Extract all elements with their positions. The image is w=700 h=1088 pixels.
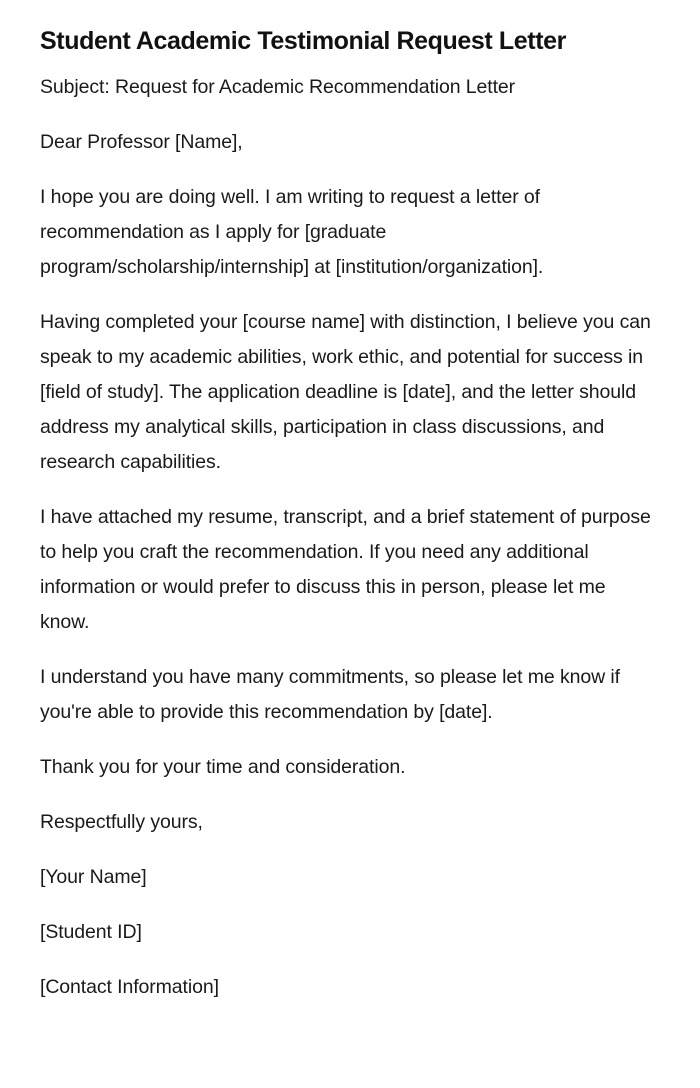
signature-contact: [Contact Information] (40, 976, 219, 998)
signature-name: [Your Name] (40, 866, 147, 888)
body-paragraph-qualifications: Having completed your [course name] with distinction, I believe you can speak to my academic abilities, work ethic, and potential for success in [field of study]. The application deadline is [date], and the letter should address my analytical skills, participation in class discussions, and research capabilities. (40, 311, 651, 473)
closing: Respectfully yours, (40, 811, 203, 833)
body-paragraph-thanks: Thank you for your time and consideration. (40, 756, 406, 778)
salutation: Dear Professor [Name], (40, 131, 243, 153)
signature-student-id: [Student ID] (40, 921, 142, 943)
document-title: Student Academic Testimonial Request Letter (40, 27, 566, 55)
subject-line: Subject: Request for Academic Recommendation Letter (40, 76, 516, 98)
body-paragraph-deadline: I understand you have many commitments, so please let me know if you're able to provide this recommendation by [date]. (40, 666, 620, 723)
body-paragraph-attachments: I have attached my resume, transcript, and a brief statement of purpose to help you craft the recommendation. If you need any additional information or would prefer to discuss this in person, please let me know. (40, 506, 651, 633)
body-paragraph-intro: I hope you are doing well. I am writing to request a letter of recommendation as I apply for [graduate program/scholarship/internship] at [institution/organization]. (40, 186, 544, 278)
